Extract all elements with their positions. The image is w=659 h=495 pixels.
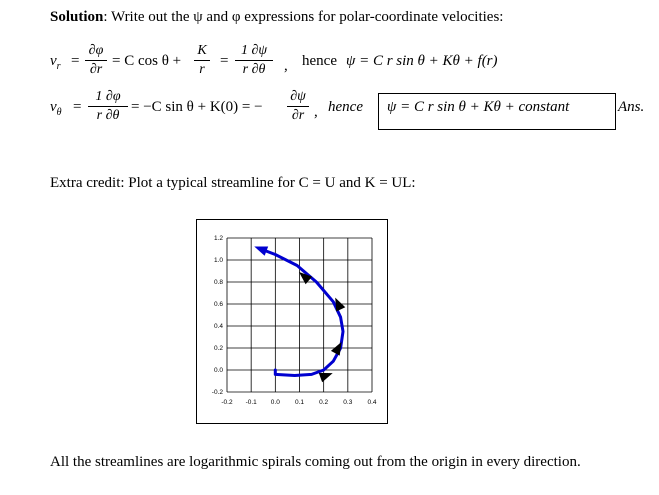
eq1-frac-dphi-dr: ∂φ ∂r xyxy=(85,43,107,78)
eq2-frac-dphi-dtheta: 1 ∂φ r ∂θ xyxy=(88,89,128,124)
extra-credit-text: Extra credit: Plot a typical streamline for C = U and K = UL: xyxy=(50,175,416,191)
eq1-frac-k-r: K r xyxy=(194,43,210,78)
streamline-chart xyxy=(196,219,388,424)
x-tick-label: 0.4 xyxy=(367,399,377,406)
streamline-series xyxy=(261,249,343,376)
streamline-arrow xyxy=(252,242,268,256)
y-tick-label: 1.0 xyxy=(213,257,223,264)
x-tick-label: -0.2 xyxy=(221,399,233,406)
eq1-hence: hence xyxy=(302,53,337,69)
eq1-frac-dpsi-dtheta: 1 ∂ψ r ∂θ xyxy=(235,43,273,78)
solution-label: Solution xyxy=(50,9,104,25)
x-tick-label: 0.0 xyxy=(270,399,280,406)
ans-label: Ans. xyxy=(618,99,645,115)
eq1-lhs: $v_r$ xyxy=(50,53,61,72)
y-tick-label: -0.2 xyxy=(211,389,223,396)
eq1-equals: = xyxy=(71,53,80,69)
y-tick-label: 1.2 xyxy=(213,235,223,242)
x-tick-label: -0.1 xyxy=(245,399,257,406)
x-tick-label: 0.1 xyxy=(294,399,305,406)
eq2-result: ψ = C r sin θ + Kθ + constant xyxy=(387,99,570,115)
eq1-ccos: = C cos θ + xyxy=(112,53,182,69)
eq1-equals-2: = xyxy=(220,53,229,69)
y-tick-label: 0.2 xyxy=(213,345,223,352)
streamline-arrow xyxy=(331,339,346,355)
eq2-middle: = −C sin θ + K(0) = − xyxy=(131,99,263,115)
y-tick-label: 0.0 xyxy=(213,367,223,374)
eq2-equals: = xyxy=(73,99,82,115)
x-tick-label: 0.3 xyxy=(343,399,353,406)
solution-line xyxy=(50,9,503,26)
eq1-comma: , xyxy=(284,58,288,74)
streamline-chart-svg xyxy=(197,220,387,423)
eq2-comma: , xyxy=(314,104,318,120)
y-tick-label: 0.6 xyxy=(213,301,223,308)
eq2-hence: hence xyxy=(328,99,363,115)
y-tick-label: 0.4 xyxy=(213,323,223,330)
conclusion-text: All the streamlines are logarithmic spirals coming out from the origin in every direction. xyxy=(50,454,581,470)
y-tick-label: 0.8 xyxy=(213,279,223,286)
x-tick-label: 0.2 xyxy=(319,399,329,406)
eq2-lhs: $v_\theta$ xyxy=(50,99,62,118)
eq2-frac-dpsi-dr: ∂ψ ∂r xyxy=(287,89,309,124)
solution-text: : Write out the ψ and φ expressions for polar-coordinate velocities: xyxy=(103,9,504,25)
eq1-result: ψ = C r sin θ + Kθ + f(r) xyxy=(346,53,498,69)
